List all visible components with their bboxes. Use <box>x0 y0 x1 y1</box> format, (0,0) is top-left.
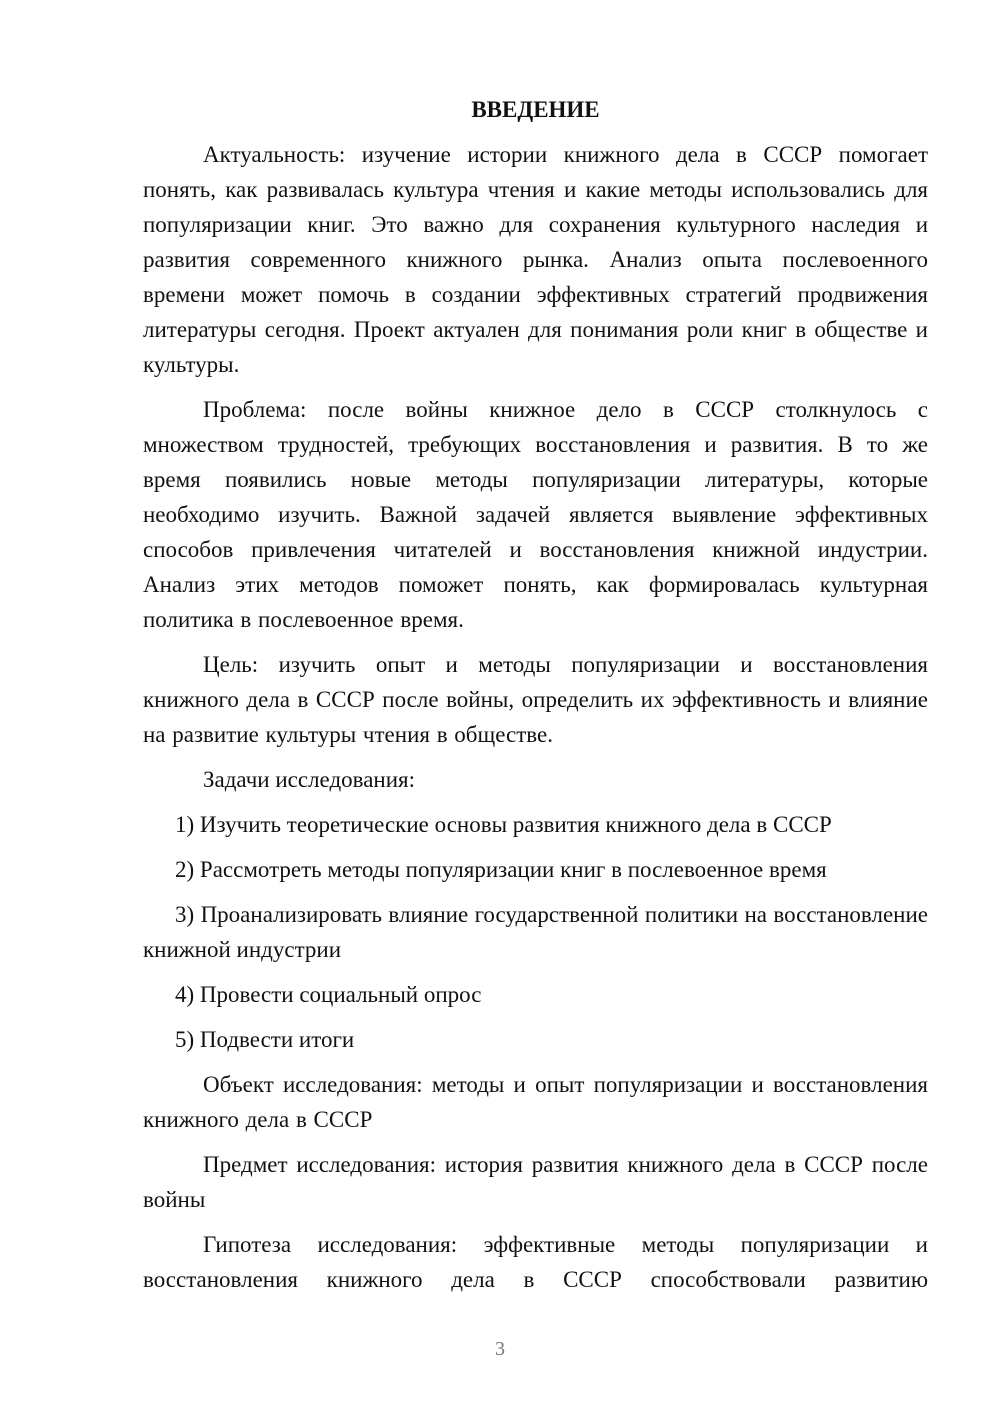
section-heading: ВВЕДЕНИЕ <box>471 97 600 122</box>
paragraph-goal: Цель: изучить опыт и методы популяризации и восстановления книжного дела в СССР после войны, определить их эффективность и влияние на развитие культуры чтения в обществе. <box>143 652 928 747</box>
tasks-heading: Задачи исследования: <box>203 767 416 792</box>
paragraph-subject: Предмет исследования: история развития книжного дела в СССР после войны <box>143 1152 928 1212</box>
page-content <box>143 92 928 1307</box>
page-number: 3 <box>495 1338 505 1360</box>
task-item-2: 2) Рассмотреть методы популяризации книг в послевоенное время <box>175 857 827 882</box>
paragraph-hypothesis: Гипотеза исследования: эффективные методы популяризации и восстановления книжного дела в СССР способствовали развитию <box>143 1232 928 1292</box>
paragraph-relevance: Актуальность: изучение истории книжного дела в СССР помогает понять, как развивалась культура чтения и какие методы использовались для популяризации книг. Это важно для сохранения культурного наследия и развития современного книжного рынка. Анализ опыта послевоенного времени может помочь в создании эффективных стратегий продвижения литературы сегодня. Проект актуален для понимания роли книг в обществе и культуры. <box>143 142 928 377</box>
task-item-3: 3) Проанализировать влияние государственной политики на восстановление книжной индустрии <box>143 902 928 962</box>
task-item-4: 4) Провести социальный опрос <box>175 982 482 1007</box>
task-item-1: 1) Изучить теоретические основы развития книжного дела в СССР <box>175 812 832 837</box>
paragraph-problem: Проблема: после войны книжное дело в СССР столкнулось с множеством трудностей, требующих восстановления и развития. В то же время появились новые методы популяризации литературы, которые необходимо изучить. Важной задачей является выявление эффективных способов привлечения читателей и восстановления книжной индустрии. Анализ этих методов поможет понять, как формировалась культурная политика в послевоенное время. <box>143 397 928 632</box>
task-item-5: 5) Подвести итоги <box>175 1027 355 1052</box>
paragraph-object: Объект исследования: методы и опыт популяризации и восстановления книжного дела в СССР <box>143 1072 928 1132</box>
